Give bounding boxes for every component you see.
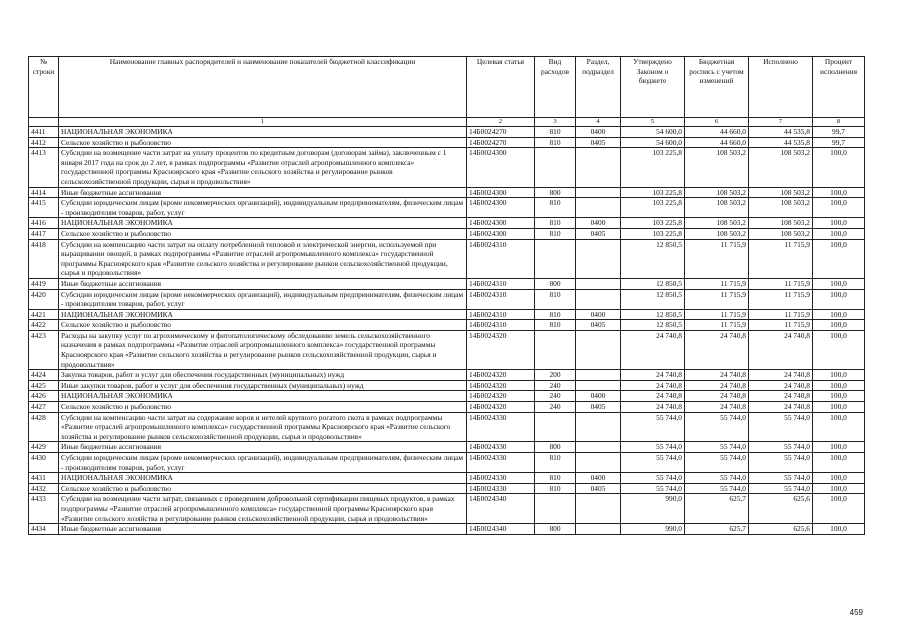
row-executed-cell: 11 715,9 [749,309,813,320]
row-target-cell: 14Б0024310 [467,309,535,320]
row-budget-list-cell: 24 740,8 [685,391,749,402]
row-approved-cell: 55 744,0 [621,442,685,453]
table-row [29,330,865,369]
row-budget-list-cell: 108 503,2 [685,228,749,239]
row-approved-cell: 103 225,8 [621,148,685,187]
document-sheet [28,56,864,535]
row-name-cell: Иные закупки товаров, работ и услуг для обеспечения государственных (муниципальных) нужд [59,380,467,391]
row-target-cell: 14Б0024330 [467,453,535,473]
row-approved-cell: 24 740,8 [621,380,685,391]
row-approved-cell: 54 600,0 [621,127,685,138]
column-number: 3 [535,118,576,127]
row-expense-type-cell: 800 [535,524,576,535]
row-section-cell [576,198,621,218]
row-target-cell: 14Б0024270 [467,137,535,148]
row-number-cell: 4415 [29,198,59,218]
row-name-cell: Сельское хозяйство и рыболовство [59,320,467,331]
row-executed-cell: 108 503,2 [749,148,813,187]
table-row [29,483,865,494]
row-target-cell: 14Б0024300 [467,187,535,198]
row-percent-cell: 100,0 [813,198,865,218]
row-section-cell: 0400 [576,391,621,402]
row-executed-cell: 44 535,8 [749,127,813,138]
row-budget-list-cell: 625,7 [685,494,749,524]
table-row [29,289,865,309]
row-approved-cell: 103 225,8 [621,198,685,218]
column-number: 5 [621,118,685,127]
row-target-cell: 14Б0024320 [467,380,535,391]
row-number-cell: 4423 [29,330,59,369]
row-budget-list-cell: 55 744,0 [685,442,749,453]
row-target-cell: 14Б0024320 [467,391,535,402]
row-budget-list-cell: 108 503,2 [685,218,749,229]
row-budget-list-cell: 108 503,2 [685,187,749,198]
row-section-cell: 0400 [576,127,621,138]
row-number-cell: 4431 [29,473,59,484]
table-row [29,187,865,198]
row-name-cell: Сельское хозяйство и рыболовство [59,137,467,148]
column-number [29,118,59,127]
row-expense-type-cell: 810 [535,289,576,309]
row-expense-type-cell [535,412,576,442]
row-budget-list-cell: 108 503,2 [685,148,749,187]
row-expense-type-cell: 240 [535,391,576,402]
row-expense-type-cell: 800 [535,442,576,453]
row-number-cell: 4433 [29,494,59,524]
row-target-cell: 14Б0024340 [467,524,535,535]
row-name-cell: Расходы на закупку услуг по агрохимическому и фитопатологическому обследованию земель сельскохозяйственного назначения в рамках подпрограммы «Развитие отраслей агропромышленного комплекса» государственной программы Красноярского края «Развитие сельского хозяйства и регулирование рынков сельскохозяйственной продукции, сырья и продовольствия» [59,330,467,369]
row-expense-type-cell: 810 [535,198,576,218]
row-target-cell: 14Б0024310 [467,289,535,309]
row-executed-cell: 24 740,8 [749,380,813,391]
row-section-cell [576,412,621,442]
row-expense-type-cell: 810 [535,473,576,484]
table-row [29,412,865,442]
table-row [29,391,865,402]
row-budget-list-cell: 55 744,0 [685,453,749,473]
row-section-cell [576,278,621,289]
row-name-cell: Сельское хозяйство и рыболовство [59,483,467,494]
row-number-cell: 4427 [29,402,59,413]
row-name-cell: Сельское хозяйство и рыболовство [59,228,467,239]
row-budget-list-cell: 11 715,9 [685,309,749,320]
row-percent-cell: 100,0 [813,228,865,239]
row-budget-list-cell: 55 744,0 [685,483,749,494]
row-name-cell: Субсидии юридическим лицам (кроме некоммерческих организаций), индивидуальным предпринимателям, физическим лицам - производителям товаров, работ, услуг [59,453,467,473]
row-section-cell [576,187,621,198]
row-name-cell: Субсидии юридическим лицам (кроме некоммерческих организаций), индивидуальным предпринимателям, физическим лицам - производителям товаров, работ, услуг [59,198,467,218]
row-percent-cell: 100,0 [813,218,865,229]
row-percent-cell: 100,0 [813,442,865,453]
row-percent-cell: 100,0 [813,391,865,402]
row-target-cell: 14Б0024330 [467,442,535,453]
row-executed-cell: 55 744,0 [749,483,813,494]
row-section-cell [576,239,621,278]
row-expense-type-cell: 240 [535,402,576,413]
row-section-cell: 0400 [576,309,621,320]
row-number-cell: 4416 [29,218,59,229]
row-section-cell [576,453,621,473]
table-row [29,320,865,331]
row-number-cell: 4422 [29,320,59,331]
row-approved-cell: 24 740,8 [621,402,685,413]
row-name-cell: НАЦИОНАЛЬНАЯ ЭКОНОМИКА [59,127,467,138]
row-budget-list-cell: 108 503,2 [685,198,749,218]
row-name-cell: Сельское хозяйство и рыболовство [59,402,467,413]
table-row [29,137,865,148]
row-number-cell: 4420 [29,289,59,309]
table-row [29,442,865,453]
row-budget-list-cell: 24 740,8 [685,402,749,413]
table-row [29,370,865,381]
row-number-cell: 4411 [29,127,59,138]
row-target-cell: 14Б0024330 [467,483,535,494]
row-executed-cell: 44 535,8 [749,137,813,148]
row-executed-cell: 55 744,0 [749,473,813,484]
row-name-cell: Иные бюджетные ассигнования [59,524,467,535]
row-target-cell: 14Б0024330 [467,473,535,484]
table-header-row [29,57,865,118]
row-approved-cell: 24 740,8 [621,391,685,402]
table-row [29,494,865,524]
row-percent-cell: 100,0 [813,483,865,494]
row-percent-cell: 99,7 [813,127,865,138]
column-number: 2 [467,118,535,127]
row-budget-list-cell: 55 744,0 [685,473,749,484]
row-approved-cell: 990,0 [621,494,685,524]
row-expense-type-cell [535,148,576,187]
row-number-cell: 4429 [29,442,59,453]
row-section-cell [576,524,621,535]
row-percent-cell: 99,7 [813,137,865,148]
row-number-cell: 4428 [29,412,59,442]
row-name-cell: Иные бюджетные ассигнования [59,278,467,289]
row-name-cell: Иные бюджетные ассигнования [59,187,467,198]
page-number: 459 [849,608,863,617]
row-approved-cell: 55 744,0 [621,473,685,484]
row-executed-cell: 108 503,2 [749,198,813,218]
row-number-cell: 4417 [29,228,59,239]
row-executed-cell: 24 740,8 [749,330,813,369]
row-target-cell: 14Б0024310 [467,278,535,289]
table-row [29,453,865,473]
row-executed-cell: 55 744,0 [749,442,813,453]
row-expense-type-cell: 810 [535,320,576,331]
row-executed-cell: 625,6 [749,524,813,535]
row-target-cell: 14Б0024300 [467,218,535,229]
row-section-cell [576,494,621,524]
row-section-cell: 0405 [576,137,621,148]
column-number: 6 [685,118,749,127]
row-target-cell: 14Б0024300 [467,148,535,187]
row-percent-cell: 100,0 [813,412,865,442]
row-target-cell: 14Б0024310 [467,320,535,331]
row-executed-cell: 108 503,2 [749,228,813,239]
row-number-cell: 4426 [29,391,59,402]
row-target-cell: 14Б0024310 [467,239,535,278]
row-target-cell: 14Б0024320 [467,370,535,381]
row-name-cell: Субсидии юридическим лицам (кроме некоммерческих организаций), индивидуальным предпринимателям, физическим лицам - производителям товаров, работ, услуг [59,289,467,309]
row-budget-list-cell: 11 715,9 [685,278,749,289]
row-expense-type-cell: 810 [535,127,576,138]
row-percent-cell: 100,0 [813,148,865,187]
row-executed-cell: 11 715,9 [749,278,813,289]
row-percent-cell: 100,0 [813,402,865,413]
row-percent-cell: 100,0 [813,453,865,473]
row-approved-cell: 12 850,5 [621,320,685,331]
row-percent-cell: 100,0 [813,239,865,278]
table-row [29,278,865,289]
header-approved: Утверждено Законом о бюджете [621,57,685,118]
header-name: Наименование главных распорядителей и наименование показателей бюджетной классификации [59,57,467,118]
header-expense-type: Вид расходов [535,57,576,118]
row-name-cell: Иные бюджетные ассигнования [59,442,467,453]
budget-table [28,56,865,535]
row-executed-cell: 108 503,2 [749,218,813,229]
row-percent-cell: 100,0 [813,320,865,331]
row-executed-cell: 24 740,8 [749,391,813,402]
header-target: Целевая статья [467,57,535,118]
row-number-cell: 4430 [29,453,59,473]
row-approved-cell: 12 850,5 [621,239,685,278]
row-percent-cell: 100,0 [813,494,865,524]
row-expense-type-cell: 800 [535,278,576,289]
row-expense-type-cell: 810 [535,228,576,239]
row-section-cell [576,442,621,453]
row-expense-type-cell: 810 [535,137,576,148]
row-expense-type-cell: 810 [535,309,576,320]
row-executed-cell: 11 715,9 [749,289,813,309]
row-approved-cell: 55 744,0 [621,453,685,473]
table-body [29,127,865,535]
row-percent-cell: 100,0 [813,309,865,320]
row-target-cell: 14Б0024320 [467,402,535,413]
header-section: Раздел, подраздел [576,57,621,118]
row-approved-cell: 24 740,8 [621,370,685,381]
row-percent-cell: 100,0 [813,370,865,381]
row-section-cell: 0405 [576,320,621,331]
row-name-cell: Субсидии на компенсацию части затрат на оплату потребленной тепловой и электрической энергии, используемой при выращивании овощей, в рамках подпрограммы «Развитие отраслей агропромышленного комплекса» государственной программы Красноярского края «Развитие сельского хозяйства и регулирование рынков сельскохозяйственной продукции, сырья и продовольствия» [59,239,467,278]
row-executed-cell: 11 715,9 [749,320,813,331]
row-number-cell: 4419 [29,278,59,289]
row-number-cell: 4424 [29,370,59,381]
row-number-cell: 4414 [29,187,59,198]
header-row-no: № строки [29,57,59,118]
row-name-cell: Субсидии на возмещение части затрат на уплату процентов по кредитным договорам (договорам займа), заключенным с 1 января 2017 года на срок до 2 лет, в рамках подпрограммы «Развитие отраслей агропромышленного комплекса» государственной программы Красноярского края «Развитие сельского хозяйства и регулирование рынков сельскохозяйственной продукции, сырья и продовольствия» [59,148,467,187]
table-row [29,218,865,229]
row-approved-cell: 12 850,5 [621,309,685,320]
row-percent-cell: 100,0 [813,278,865,289]
row-name-cell: Субсидии на компенсацию части затрат на содержание коров и нетелей крупного рогатого скота в рамках подпрограммы «Развитие отраслей агропромышленного комплекса» государственной программы Красноярского края «Развитие сельского хозяйства и регулирование рынков сельскохозяйственной продукции, сырья и продовольствия» [59,412,467,442]
row-approved-cell: 55 744,0 [621,412,685,442]
row-section-cell: 0405 [576,402,621,413]
row-number-cell: 4425 [29,380,59,391]
row-approved-cell: 55 744,0 [621,483,685,494]
row-section-cell [576,380,621,391]
row-name-cell: НАЦИОНАЛЬНАЯ ЭКОНОМИКА [59,218,467,229]
row-executed-cell: 625,6 [749,494,813,524]
row-name-cell: Закупка товаров, работ и услуг для обеспечения государственных (муниципальных) нужд [59,370,467,381]
row-budget-list-cell: 24 740,8 [685,380,749,391]
table-row [29,309,865,320]
table-row [29,524,865,535]
column-number: 1 [59,118,467,127]
row-approved-cell: 24 740,8 [621,330,685,369]
row-name-cell: НАЦИОНАЛЬНАЯ ЭКОНОМИКА [59,391,467,402]
row-approved-cell: 103 225,8 [621,228,685,239]
row-section-cell: 0405 [576,228,621,239]
row-number-cell: 4421 [29,309,59,320]
table-row [29,473,865,484]
row-executed-cell: 55 744,0 [749,412,813,442]
row-name-cell: Субсидии на возмещение части затрат, связанных с проведением добровольной сертификации пищевых продуктов, в рамках подпрограммы «Развитие отраслей агропромышленного комплекса» государственной программы Красноярского края «Развитие сельского хозяйства и регулирование рынков сельскохозяйственной продукции, сырья и продовольствия» [59,494,467,524]
row-target-cell: 14Б0024270 [467,127,535,138]
header-executed: Исполнено [749,57,813,118]
row-percent-cell: 100,0 [813,473,865,484]
row-section-cell: 0400 [576,473,621,484]
row-number-cell: 4412 [29,137,59,148]
row-budget-list-cell: 55 744,0 [685,412,749,442]
column-numbers-row [29,118,865,127]
row-expense-type-cell [535,330,576,369]
row-percent-cell: 100,0 [813,187,865,198]
row-section-cell [576,289,621,309]
row-approved-cell: 103 225,8 [621,218,685,229]
row-target-cell: 14Б0024340 [467,494,535,524]
row-budget-list-cell: 11 715,9 [685,239,749,278]
row-approved-cell: 12 850,5 [621,289,685,309]
row-number-cell: 4413 [29,148,59,187]
row-percent-cell: 100,0 [813,380,865,391]
row-number-cell: 4418 [29,239,59,278]
row-number-cell: 4434 [29,524,59,535]
row-executed-cell: 11 715,9 [749,239,813,278]
row-target-cell: 14Б0024330 [467,412,535,442]
row-budget-list-cell: 625,7 [685,524,749,535]
row-budget-list-cell: 24 740,8 [685,370,749,381]
table-row [29,127,865,138]
row-budget-list-cell: 11 715,9 [685,289,749,309]
row-approved-cell: 103 225,8 [621,187,685,198]
row-target-cell: 14Б0024320 [467,330,535,369]
row-section-cell [576,148,621,187]
table-row [29,380,865,391]
row-section-cell: 0400 [576,218,621,229]
row-approved-cell: 54 600,0 [621,137,685,148]
row-percent-cell: 100,0 [813,289,865,309]
row-expense-type-cell: 810 [535,218,576,229]
row-target-cell: 14Б0024300 [467,228,535,239]
row-percent-cell: 100,0 [813,524,865,535]
row-executed-cell: 24 740,8 [749,402,813,413]
row-budget-list-cell: 44 660,0 [685,137,749,148]
row-expense-type-cell: 240 [535,380,576,391]
table-row [29,402,865,413]
row-expense-type-cell [535,494,576,524]
header-budget-list: Бюджетная роспись с учетом изменений [685,57,749,118]
row-expense-type-cell: 810 [535,483,576,494]
table-row [29,148,865,187]
row-target-cell: 14Б0024300 [467,198,535,218]
row-expense-type-cell: 200 [535,370,576,381]
row-executed-cell: 24 740,8 [749,370,813,381]
row-executed-cell: 108 503,2 [749,187,813,198]
row-percent-cell: 100,0 [813,330,865,369]
row-expense-type-cell [535,239,576,278]
row-expense-type-cell: 800 [535,187,576,198]
row-approved-cell: 990,0 [621,524,685,535]
column-number: 8 [813,118,865,127]
row-budget-list-cell: 11 715,9 [685,320,749,331]
row-section-cell [576,330,621,369]
table-row [29,239,865,278]
table-row [29,228,865,239]
column-number: 4 [576,118,621,127]
row-name-cell: НАЦИОНАЛЬНАЯ ЭКОНОМИКА [59,309,467,320]
row-name-cell: НАЦИОНАЛЬНАЯ ЭКОНОМИКА [59,473,467,484]
row-section-cell: 0405 [576,483,621,494]
row-executed-cell: 55 744,0 [749,453,813,473]
row-expense-type-cell: 810 [535,453,576,473]
row-budget-list-cell: 24 740,8 [685,330,749,369]
column-number: 7 [749,118,813,127]
row-section-cell [576,370,621,381]
table-row [29,198,865,218]
row-number-cell: 4432 [29,483,59,494]
header-percent: Процент исполнения [813,57,865,118]
row-budget-list-cell: 44 660,0 [685,127,749,138]
row-approved-cell: 12 850,5 [621,278,685,289]
